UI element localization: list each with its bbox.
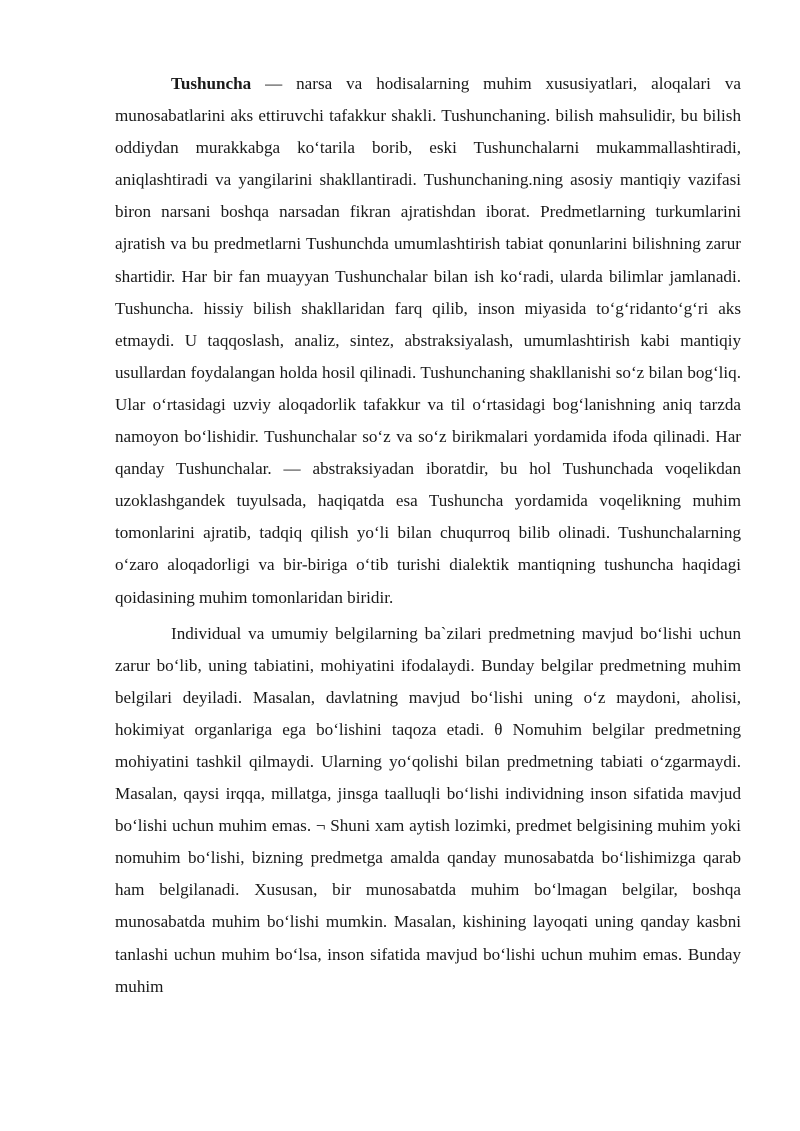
document-page	[115, 68, 741, 1003]
paragraph-text: Individual va umumiy belgilarning ba`zilari predmetning mavjud boʻlishi uchun zarur boʻlib, uning tabiatini, mohiyatini ifodalaydi. Bunday belgilar predmetning muhim belgilari deyiladi. Masalan, davlatning mavjud boʻlishi uning oʻz maydoni, aholisi, hokimiyat organlariga ega boʻlishini taqoza etadi. θ Nomuhim belgilar predmetning mohiyatini tashkil qilmaydi. Ularning yoʻqolishi bilan predmetning tabiati oʻzgarmaydi. Masalan, qaysi irqqa, millatga, jinsga taalluqli boʻlishi individning inson sifatida mavjud boʻlishi uchun muhim emas. ¬ Shuni xam aytish lozimki, predmet belgisining muhim yoki nomuhim boʻlishi, bizning predmetga amalda qanday munosabatda boʻlishimizga qarab ham belgilanadi. Xususan, bir munosabatda muhim boʻlmagan belgilar, boshqa munosabatda muhim boʻlishi mumkin. Masalan, kishining layoqati uning qanday kasbni tanlashi uchun muhim boʻlsa, inson sifatida mavjud boʻlishi uchun muhim emas. Bunday muhim	[115, 623, 741, 996]
paragraph-text: — narsa va hodisalarning muhim xususiyatlari, aloqalari va munosabatlarini aks ettiruvchi tafakkur shakli. Tushunchaning. bilish mahsulidir, bu bilish oddiydan murakkabga koʻtarila borib, eski Tushunchalarni mukammallashtiradi, aniqlashtiradi va yangilarini shakllantiradi. Tushunchaning.ning asosiy mantiqiy vazifasi biron narsani boshqa narsadan fikran ajratishdan iborat. Predmetlarning turkumlarini ajratish va bu predmetlarni Tushunchda umumlashtirish tabiat qonunlarini bilishning zarur shartidir. Har bir fan muayyan Tushunchalar bilan ish koʻradi, ularda bilimlar jamlanadi. Tushuncha. hissiy bilish shakllaridan farq qilib, inson miyasida toʻgʻridantoʻgʻri aks etmaydi. U taqqoslash, analiz, sintez, abstraksiyalash, umumlashtirish kabi mantiqiy usullardan foydalangan holda hosil qilinadi. Tushunchaning shakllanishi soʻz bilan bogʻliq. Ular oʻrtasidagi uzviy aloqadorlik tafakkur va til oʻrtasidagi bogʻlanishning aniq tarzda namoyon boʻlishidir. Tushunchalar soʻz va soʻz birikmalari yordamida ifoda qilinadi. Har qanday Tushunchalar. — abstraksiyadan iboratdir, bu hol Tushunchada voqelikdan uzoklashgandek tuyulsada, haqiqatda esa Tushuncha yordamida voqelikning muhim tomonlarini ajratib, tadqiq qilish yoʻli bilan chuqurroq bilib olinadi. Tushunchalarning oʻzaro aloqadorligi va bir-biriga oʻtib turishi dialektik mantiqning tushuncha haqidagi qoidasining muhim tomonlaridan biridir.	[115, 74, 741, 607]
paragraph-features	[115, 618, 741, 1003]
paragraph-definition	[115, 68, 741, 614]
defined-term: Tushuncha	[171, 74, 252, 93]
